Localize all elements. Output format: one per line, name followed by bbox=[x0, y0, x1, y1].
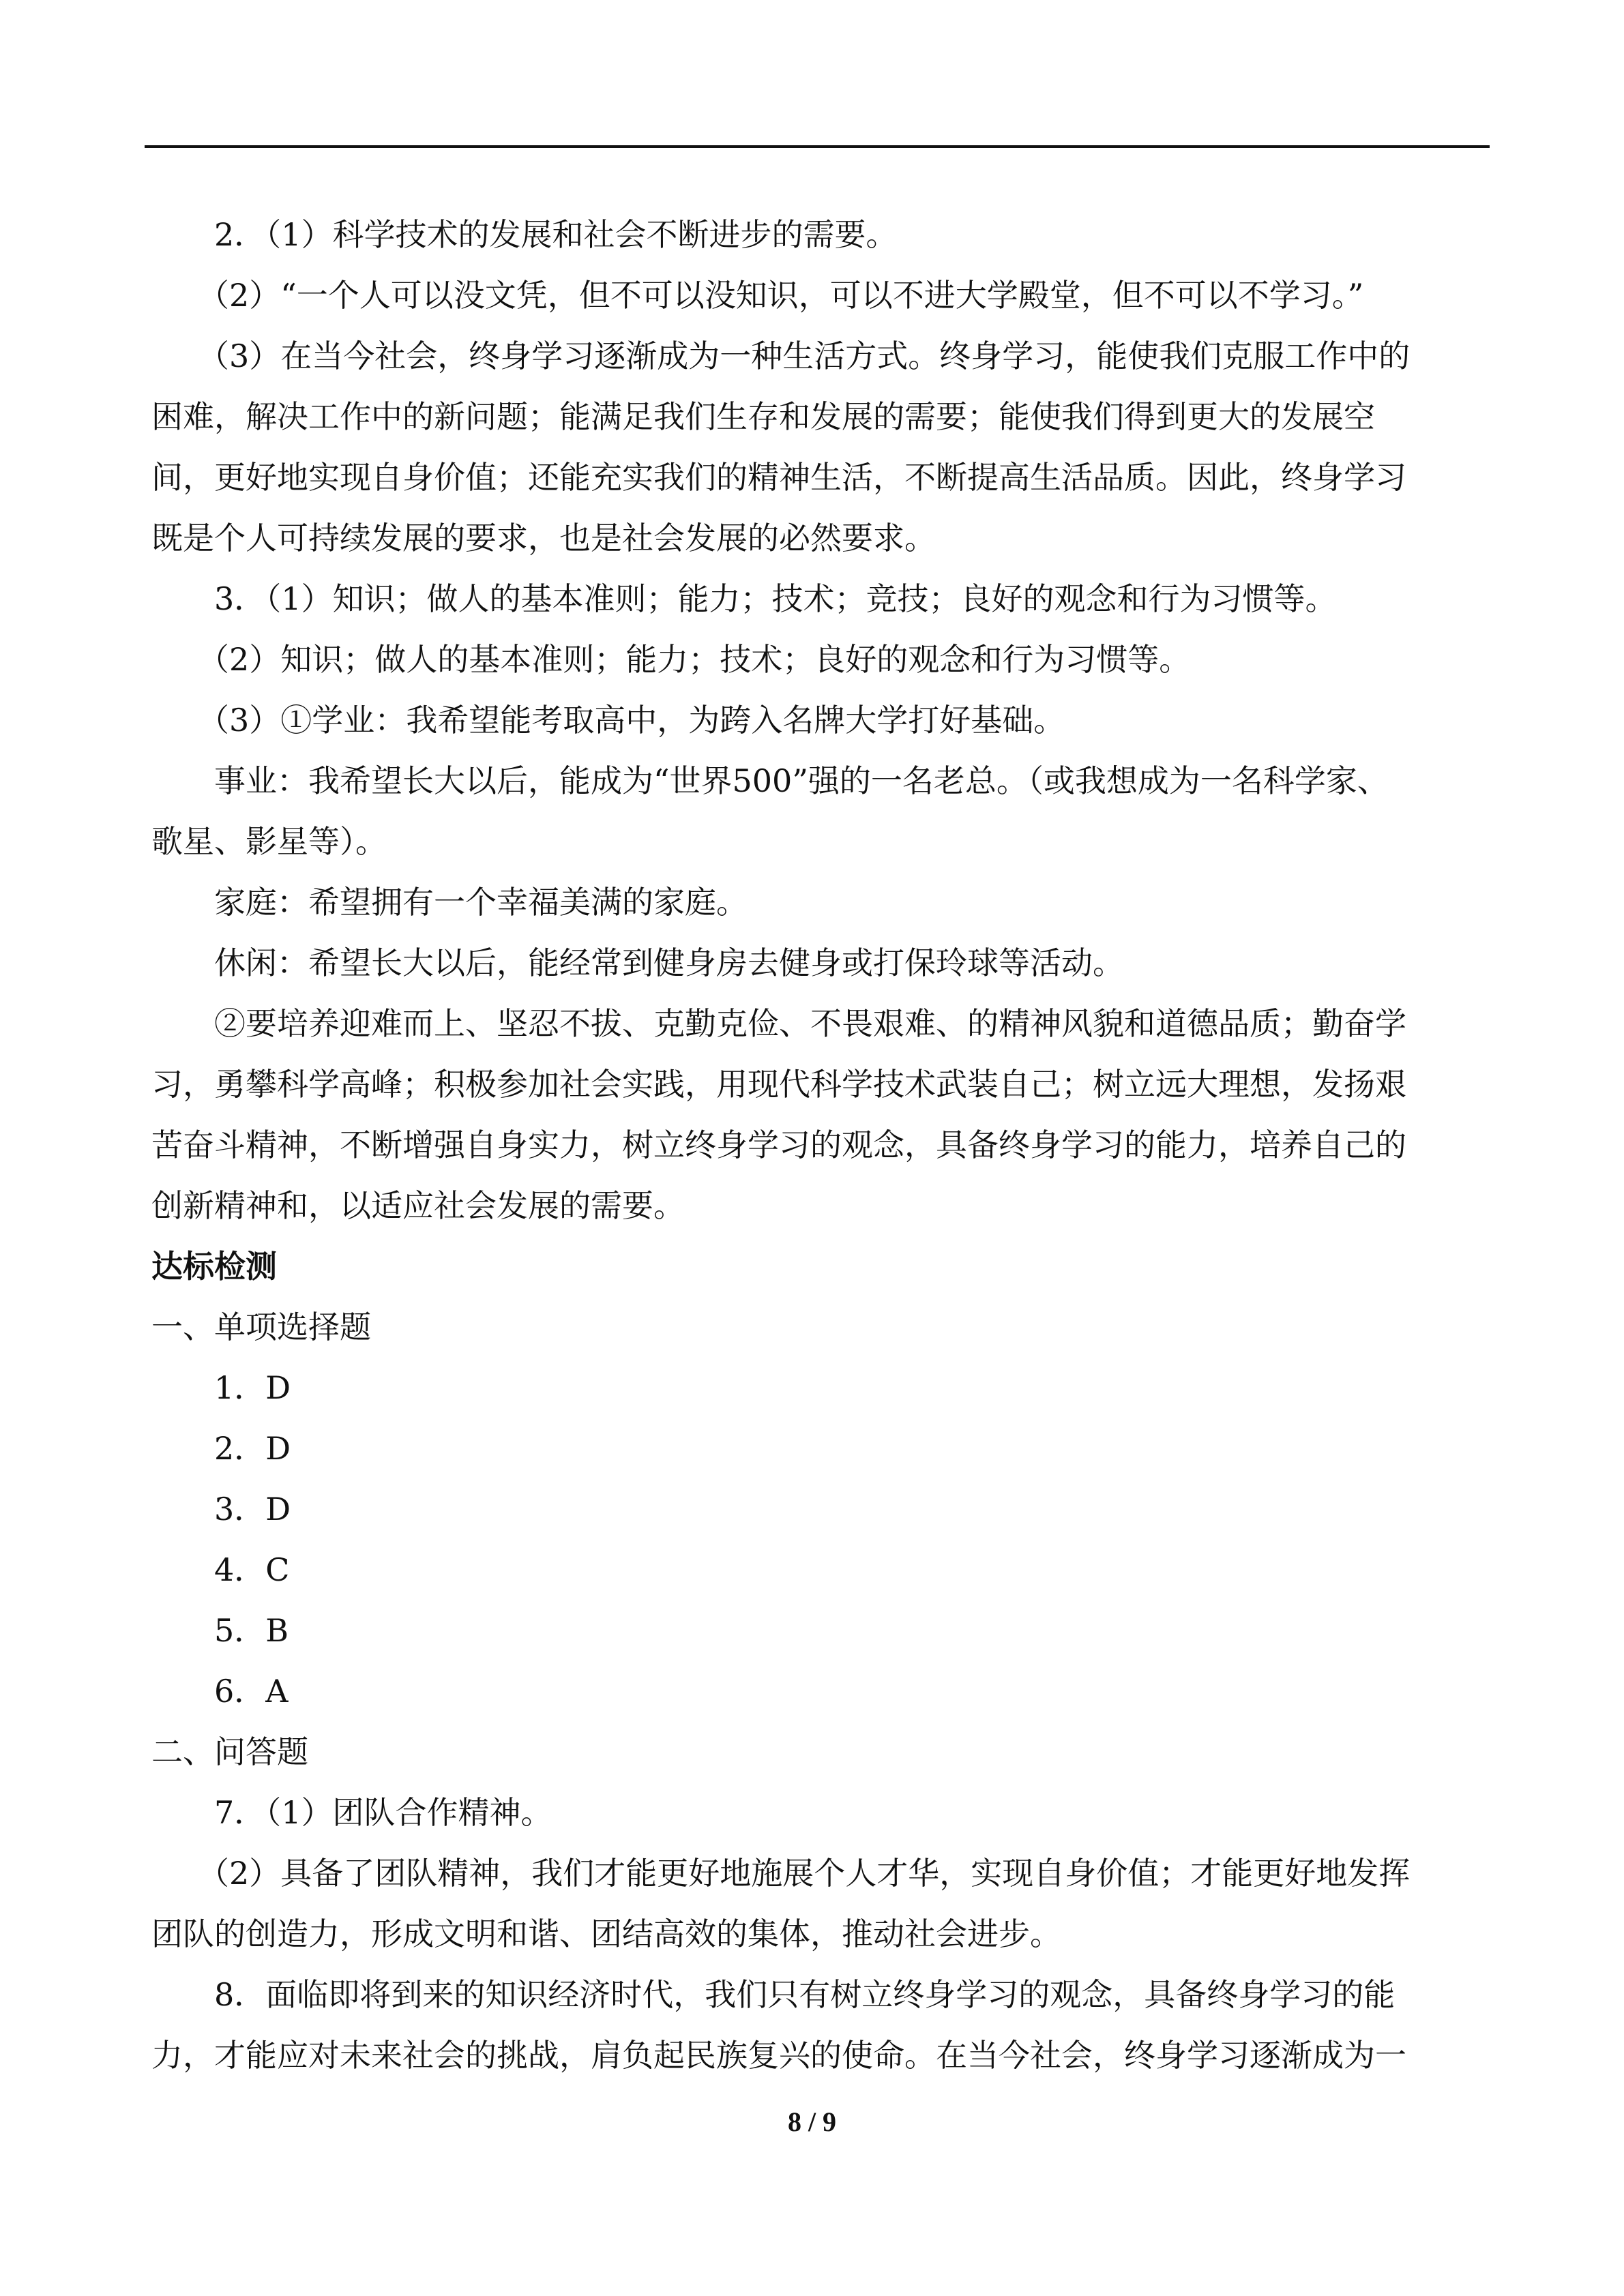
answer-3-3: （3）①学业：我希望能考取高中，为跨入名牌大学打好基础。 bbox=[198, 702, 1065, 739]
answer-3-career-cont: 歌星、影星等）。 bbox=[151, 823, 387, 860]
answer-2-3-cont: 困难，解决工作中的新问题；能满足我们生存和发展的需要；能使我们得到更大的发展空 bbox=[151, 398, 1375, 435]
answer-7-2-cont: 团队的创造力，形成文明和谐、团结高效的集体，推动社会进步。 bbox=[151, 1915, 1061, 1952]
answer-2-3-cont: 间，更好地实现自身价值；还能充实我们的精神生活，不断提高生活品质。因此，终身学习 bbox=[151, 459, 1406, 496]
answer-3-qualities: ②要培养迎难而上、坚忍不拔、克勤克俭、不畏艰难、的精神风貌和道德品质；勤奋学 bbox=[214, 1005, 1406, 1042]
subsection-heading: 二、问答题 bbox=[151, 1733, 308, 1770]
header-rule bbox=[145, 145, 1490, 148]
choice-answer: 2．D bbox=[214, 1430, 291, 1467]
answer-2-3-cont: 既是个人可持续发展的要求，也是社会发展的必然要求。 bbox=[151, 520, 936, 556]
answer-8-cont: 力，才能应对未来社会的挑战，肩负起民族复兴的使命。在当今社会，终身学习逐渐成为一 bbox=[151, 2037, 1406, 2074]
answer-3-leisure: 休闲：希望长大以后，能经常到健身房去健身或打保玲球等活动。 bbox=[214, 944, 1124, 981]
page-number: 8 / 9 bbox=[787, 2106, 837, 2137]
answer-2-2: （2）“一个人可以没文凭，但不可以没知识，可以不进大学殿堂，但不可以不学习。” bbox=[198, 277, 1364, 314]
answer-3-2: （2）知识；做人的基本准则；能力；技术；良好的观念和行为习惯等。 bbox=[198, 641, 1191, 678]
choice-answer: 6．A bbox=[214, 1673, 289, 1710]
answer-3-family: 家庭：希望拥有一个幸福美满的家庭。 bbox=[214, 884, 748, 921]
choice-answer: 1．D bbox=[214, 1369, 291, 1406]
answer-3-career: 事业：我希望长大以后，能成为“世界500”强的一名老总。（或我想成为一名科学家、 bbox=[214, 762, 1389, 799]
answer-3-qualities-cont: 习，勇攀科学高峰；积极参加社会实践，用现代科学技术武装自己；树立远大理想，发扬艰 bbox=[151, 1066, 1406, 1103]
choice-answer: 3．D bbox=[214, 1491, 291, 1527]
answer-7-2: （2）具备了团队精神，我们才能更好地施展个人才华，实现自身价值；才能更好地发挥 bbox=[198, 1855, 1411, 1892]
section-heading: 达标检测 bbox=[151, 1248, 277, 1285]
answer-3-1: 3．（1）知识；做人的基本准则；能力；技术；竞技；良好的观念和行为习惯等。 bbox=[214, 580, 1337, 617]
choice-answer: 4．C bbox=[214, 1551, 290, 1588]
answer-3-qualities-cont: 创新精神和，以适应社会发展的需要。 bbox=[151, 1187, 685, 1224]
page-body bbox=[151, 205, 1492, 2086]
answer-8: 8．面临即将到来的知识经济时代，我们只有树立终身学习的观念，具备终身学习的能 bbox=[214, 1976, 1396, 2013]
answer-2-1: 2．（1）科学技术的发展和社会不断进步的需要。 bbox=[214, 216, 898, 253]
choice-answer: 5．B bbox=[214, 1612, 289, 1649]
subsection-heading: 一、单项选择题 bbox=[151, 1309, 371, 1345]
answer-7-1: 7．（1）团队合作精神。 bbox=[214, 1794, 552, 1831]
answer-2-3: （3）在当今社会，终身学习逐渐成为一种生活方式。终身学习，能使我们克服工作中的 bbox=[198, 338, 1411, 374]
answer-3-qualities-cont: 苦奋斗精神，不断增强自身实力，树立终身学习的观念，具备终身学习的能力，培养自己的 bbox=[151, 1127, 1406, 1163]
